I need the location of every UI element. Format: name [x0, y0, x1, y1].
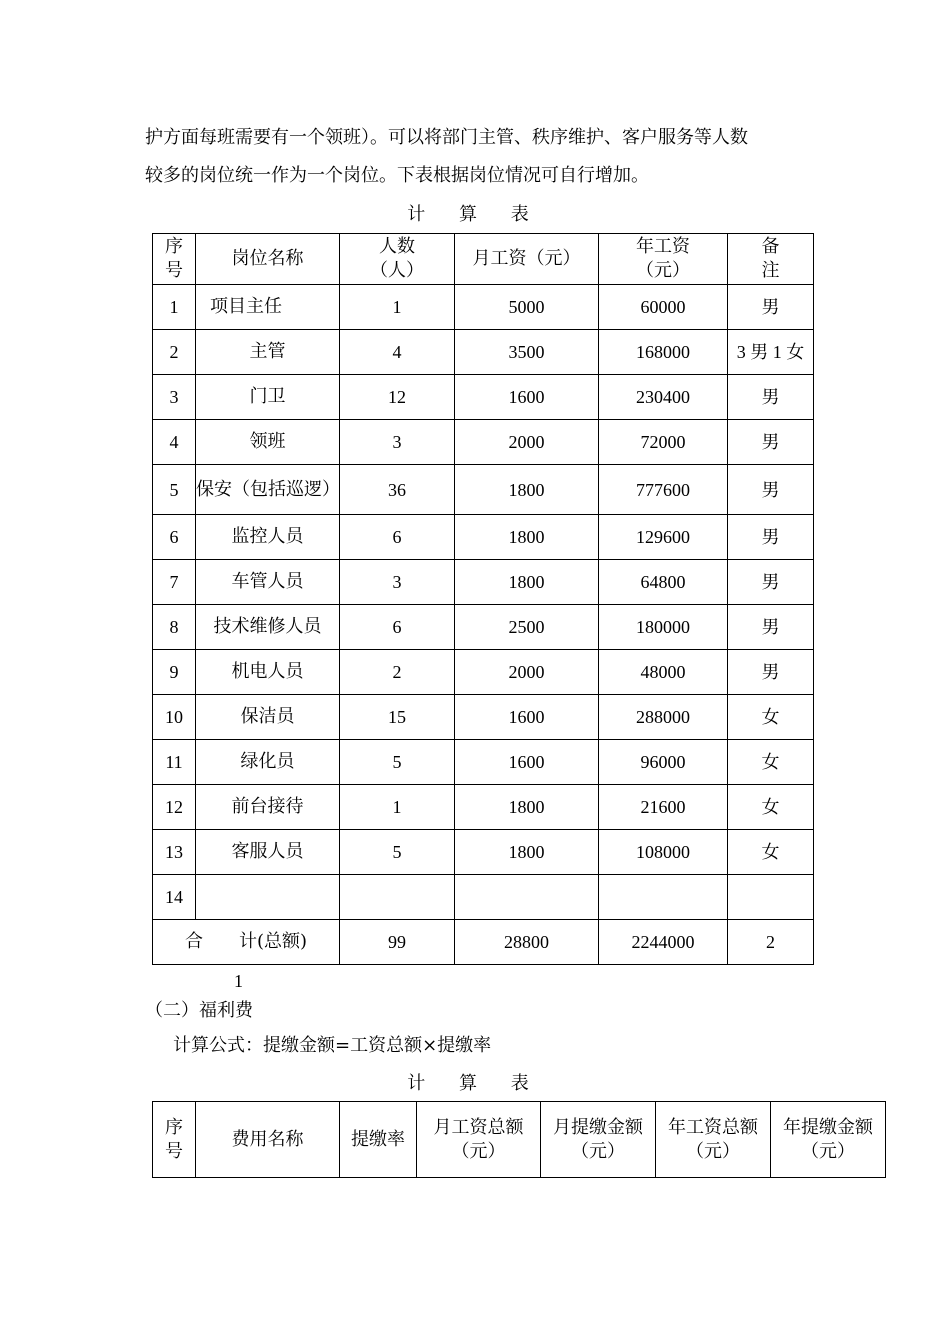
w-header-monthly-total: 月工资总额 （元）: [417, 1102, 541, 1178]
cell-monthly: 1600: [455, 375, 599, 420]
table-row: [153, 285, 814, 330]
table-row: [153, 740, 814, 785]
table-row: [153, 695, 814, 740]
cell-note: 男: [728, 420, 814, 465]
header-people: 人数 （人）: [340, 234, 455, 285]
cell-annual: 21600: [599, 785, 728, 830]
cell-monthly: 5000: [455, 285, 599, 330]
table-total-row: [153, 920, 814, 965]
total-note: 2: [728, 920, 814, 965]
cell-annual: 72000: [599, 420, 728, 465]
header-annual: 年工资 （元）: [599, 234, 728, 285]
cell-annual: [599, 875, 728, 920]
cell-seq: 6: [153, 515, 196, 560]
table-row: [153, 420, 814, 465]
cell-people: 12: [340, 375, 455, 420]
table-header-row: [153, 234, 814, 285]
w-header-rate: 提缴率: [340, 1102, 417, 1178]
total-label: 合 计(总额): [153, 920, 340, 965]
cell-people: 1: [340, 285, 455, 330]
table-row: [153, 375, 814, 420]
cell-name: 监控人员: [196, 515, 340, 560]
cell-seq: 7: [153, 560, 196, 605]
cell-annual: 180000: [599, 605, 728, 650]
cell-seq: 1: [153, 285, 196, 330]
table-row: [153, 830, 814, 875]
table-row: [153, 515, 814, 560]
cell-seq: 3: [153, 375, 196, 420]
cell-note: 女: [728, 695, 814, 740]
cell-note: 男: [728, 515, 814, 560]
cell-note: 3 男 1 女: [728, 330, 814, 375]
cell-name: 车管人员: [196, 560, 340, 605]
total-annual: 2244000: [599, 920, 728, 965]
cell-note: 男: [728, 285, 814, 330]
table2-title: 计 算 表: [407, 1073, 543, 1094]
cell-people: 5: [340, 740, 455, 785]
after-total-text: 1: [234, 971, 243, 991]
cell-seq: 4: [153, 420, 196, 465]
cell-monthly: 2500: [455, 605, 599, 650]
cell-seq: 13: [153, 830, 196, 875]
table-row: [153, 875, 814, 920]
cell-note: 女: [728, 830, 814, 875]
cell-monthly: 1800: [455, 465, 599, 515]
header-monthly: 月工资（元）: [455, 234, 599, 285]
cell-annual: 60000: [599, 285, 728, 330]
cell-seq: 10: [153, 695, 196, 740]
cell-note: 男: [728, 650, 814, 695]
cell-note: 女: [728, 740, 814, 785]
cell-name: 门卫: [196, 375, 340, 420]
cell-seq: 14: [153, 875, 196, 920]
total-monthly: 28800: [455, 920, 599, 965]
cell-people: 2: [340, 650, 455, 695]
cell-seq: 9: [153, 650, 196, 695]
cell-name: 领班: [196, 420, 340, 465]
cell-annual: 288000: [599, 695, 728, 740]
cell-name: 技术维修人员: [196, 605, 340, 650]
salary-table: [152, 233, 814, 965]
w-header-name: 费用名称: [196, 1102, 340, 1178]
table-row: [153, 785, 814, 830]
cell-note: 男: [728, 605, 814, 650]
cell-seq: 5: [153, 465, 196, 515]
cell-seq: 8: [153, 605, 196, 650]
cell-name: 机电人员: [196, 650, 340, 695]
salary-table-body: [153, 285, 814, 920]
cell-monthly: 1800: [455, 830, 599, 875]
formula-text: 计算公式：提缴金额=工资总额×提缴率: [173, 1035, 492, 1056]
cell-seq: 2: [153, 330, 196, 375]
cell-name: 保洁员: [196, 695, 340, 740]
table-row: [153, 605, 814, 650]
cell-monthly: [455, 875, 599, 920]
header-name: 岗位名称: [196, 234, 340, 285]
cell-note: 男: [728, 375, 814, 420]
cell-name: 主管: [196, 330, 340, 375]
w-header-annual-amount: 年提缴金额 （元）: [771, 1102, 886, 1178]
cell-name: 项目主任: [196, 285, 340, 330]
welfare-table: [152, 1101, 886, 1178]
cell-name: 前台接待: [196, 785, 340, 830]
table-row: [153, 650, 814, 695]
cell-people: 6: [340, 605, 455, 650]
cell-monthly: 1600: [455, 740, 599, 785]
welfare-header-row: [153, 1102, 886, 1178]
section2-heading: （二）福利费: [145, 1000, 253, 1021]
cell-monthly: 1800: [455, 785, 599, 830]
header-seq: 序 号: [153, 234, 196, 285]
cell-monthly: 3500: [455, 330, 599, 375]
intro-line-2: 较多的岗位统一作为一个岗位。下表根据岗位情况可自行增加。: [145, 165, 649, 186]
table-row: [153, 330, 814, 375]
cell-annual: 48000: [599, 650, 728, 695]
cell-annual: 108000: [599, 830, 728, 875]
cell-seq: 11: [153, 740, 196, 785]
cell-note: 男: [728, 560, 814, 605]
cell-monthly: 2000: [455, 650, 599, 695]
cell-annual: 96000: [599, 740, 728, 785]
cell-annual: 168000: [599, 330, 728, 375]
table1-title: 计 算 表: [407, 204, 543, 225]
cell-people: 36: [340, 465, 455, 515]
cell-people: 5: [340, 830, 455, 875]
cell-annual: 129600: [599, 515, 728, 560]
cell-people: 3: [340, 560, 455, 605]
cell-monthly: 1800: [455, 515, 599, 560]
table-row: [153, 465, 814, 515]
cell-people: 3: [340, 420, 455, 465]
cell-annual: 64800: [599, 560, 728, 605]
table-row: [153, 560, 814, 605]
w-header-annual-total: 年工资总额 （元）: [656, 1102, 771, 1178]
cell-annual: 777600: [599, 465, 728, 515]
header-note: 备 注: [728, 234, 814, 285]
w-header-monthly-amount: 月提缴金额 （元）: [541, 1102, 656, 1178]
cell-people: 1: [340, 785, 455, 830]
cell-name: [196, 875, 340, 920]
cell-annual: 230400: [599, 375, 728, 420]
cell-note: 男: [728, 465, 814, 515]
w-header-seq: 序 号: [153, 1102, 196, 1178]
cell-monthly: 1600: [455, 695, 599, 740]
cell-monthly: 2000: [455, 420, 599, 465]
cell-people: 4: [340, 330, 455, 375]
cell-name: 保安（包括巡逻）: [196, 465, 340, 515]
cell-people: 15: [340, 695, 455, 740]
cell-people: 6: [340, 515, 455, 560]
cell-note: [728, 875, 814, 920]
cell-note: 女: [728, 785, 814, 830]
cell-monthly: 1800: [455, 560, 599, 605]
cell-people: [340, 875, 455, 920]
intro-line-1: 护方面每班需要有一个领班）。可以将部门主管、秩序维护、客户服务等人数: [145, 127, 748, 148]
total-people: 99: [340, 920, 455, 965]
cell-seq: 12: [153, 785, 196, 830]
cell-name: 绿化员: [196, 740, 340, 785]
cell-name: 客服人员: [196, 830, 340, 875]
